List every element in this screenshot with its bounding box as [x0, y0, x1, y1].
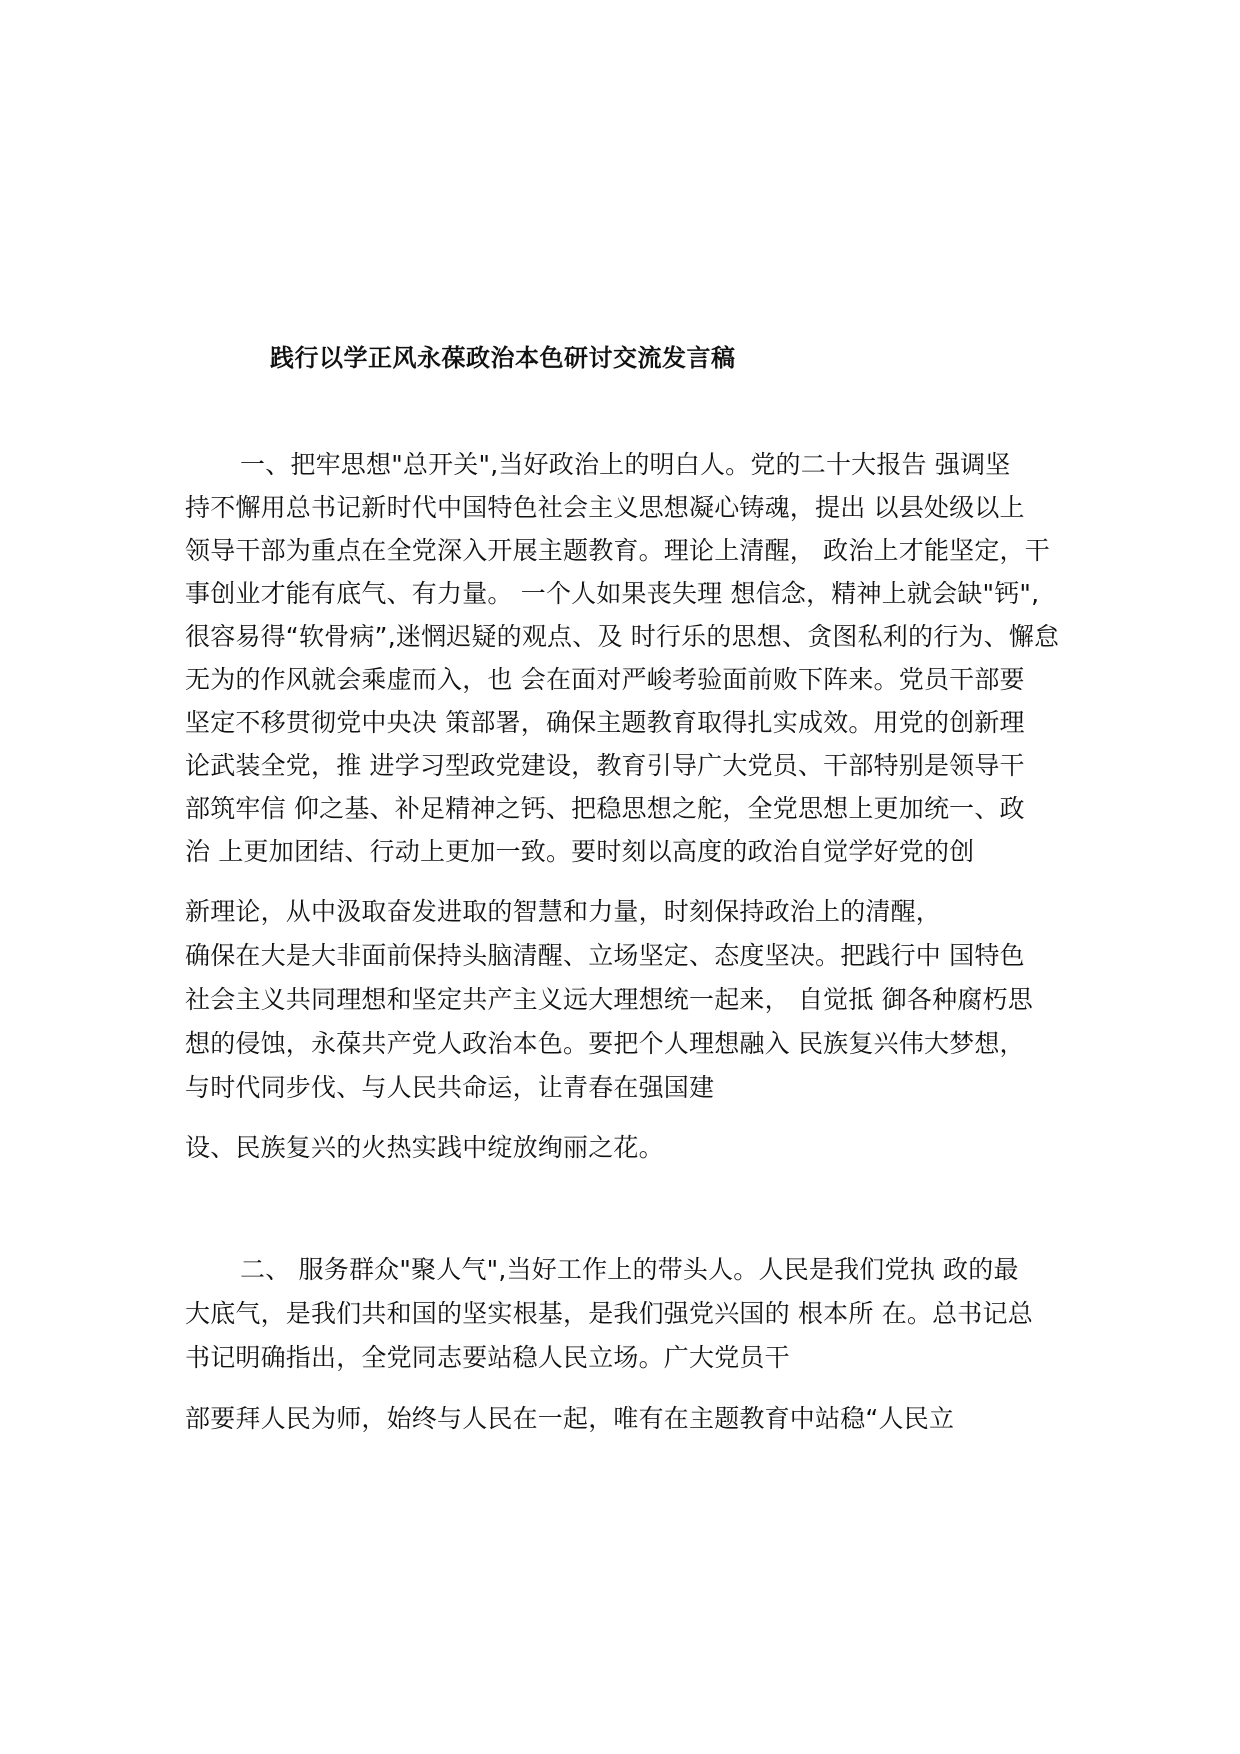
section1-line: 部筑牢信 仰之基、补足精神之钙、把稳思想之舵，全党思想上更加统一、政 [185, 794, 1025, 823]
section1-line: 很容易得“软骨病”,迷惘迟疑的观点、及 时行乐的思想、贪图私利的行为、懈怠 [185, 622, 1060, 651]
document-title: 践行以学正风永葆政治本色研讨交流发言稿 [270, 344, 736, 372]
section2-line: 大底气，是我们共和国的坚实根基，是我们强党兴国的 根本所 在。总书记总 [185, 1299, 1033, 1328]
section1-line: 事创业才能有底气、有力量。 一个人如果丧失理 想信念，精神上就会缺"钙", [185, 579, 1040, 608]
section1-line: 持不懈用总书记新时代中国特色社会主义思想凝心铸魂，提出 以县处级以上 [185, 493, 1025, 522]
section1-line: 治 上更加团结、行动上更加一致。要时刻以高度的政治自觉学好党的创 [185, 837, 975, 866]
section1-line: 坚定不移贯彻党中央决 策部署，确保主题教育取得扎实成效。用党的创新理 [185, 708, 1025, 737]
section1b-line: 确保在大是大非面前保持头脑清醒、立场坚定、态度坚决。把践行中 国特色 [185, 941, 1025, 970]
section1-line: 无为的作风就会乘虚而入，也 会在面对严峻考验面前败下阵来。党员干部要 [185, 665, 1025, 694]
section1b-line: 新理论，从中汲取奋发进取的智慧和力量，时刻保持政治上的清醒， [185, 897, 942, 926]
section2-line: 书记明确指出，全党同志要站稳人民立场。广大党员干 [185, 1343, 790, 1372]
section2b-line: 部要拜人民为师，始终与人民在一起，唯有在主题教育中站稳“人民立 [185, 1404, 955, 1433]
section1b-line: 社会主义共同理想和坚定共产主义远大理想统一起来， 自觉抵 御各种腐朽思 [185, 985, 1033, 1014]
section1-line: 一、把牢思想"总开关",当好政治上的明白人。党的二十大报告 强调坚 [240, 450, 1011, 479]
section1b-line: 想的侵蚀，永葆共产党人政治本色。要把个人理想融入 民族复兴伟大梦想， [185, 1029, 1025, 1058]
section2-line: 二、 服务群众"聚人气",当好工作上的带头人。人民是我们党执 政的最 [240, 1255, 1019, 1284]
section1c-line: 设、民族复兴的火热实践中绽放绚丽之花。 [185, 1133, 664, 1162]
section1-line: 领导干部为重点在全党深入开展主题教育。理论上清醒， 政治上才能坚定，干 [185, 536, 1050, 565]
section1b-line: 与时代同步伐、与人民共命运，让青春在强国建 [185, 1073, 715, 1102]
section1-line: 论武装全党，推 进学习型政党建设，教育引导广大党员、干部特别是领导干 [185, 751, 1025, 780]
